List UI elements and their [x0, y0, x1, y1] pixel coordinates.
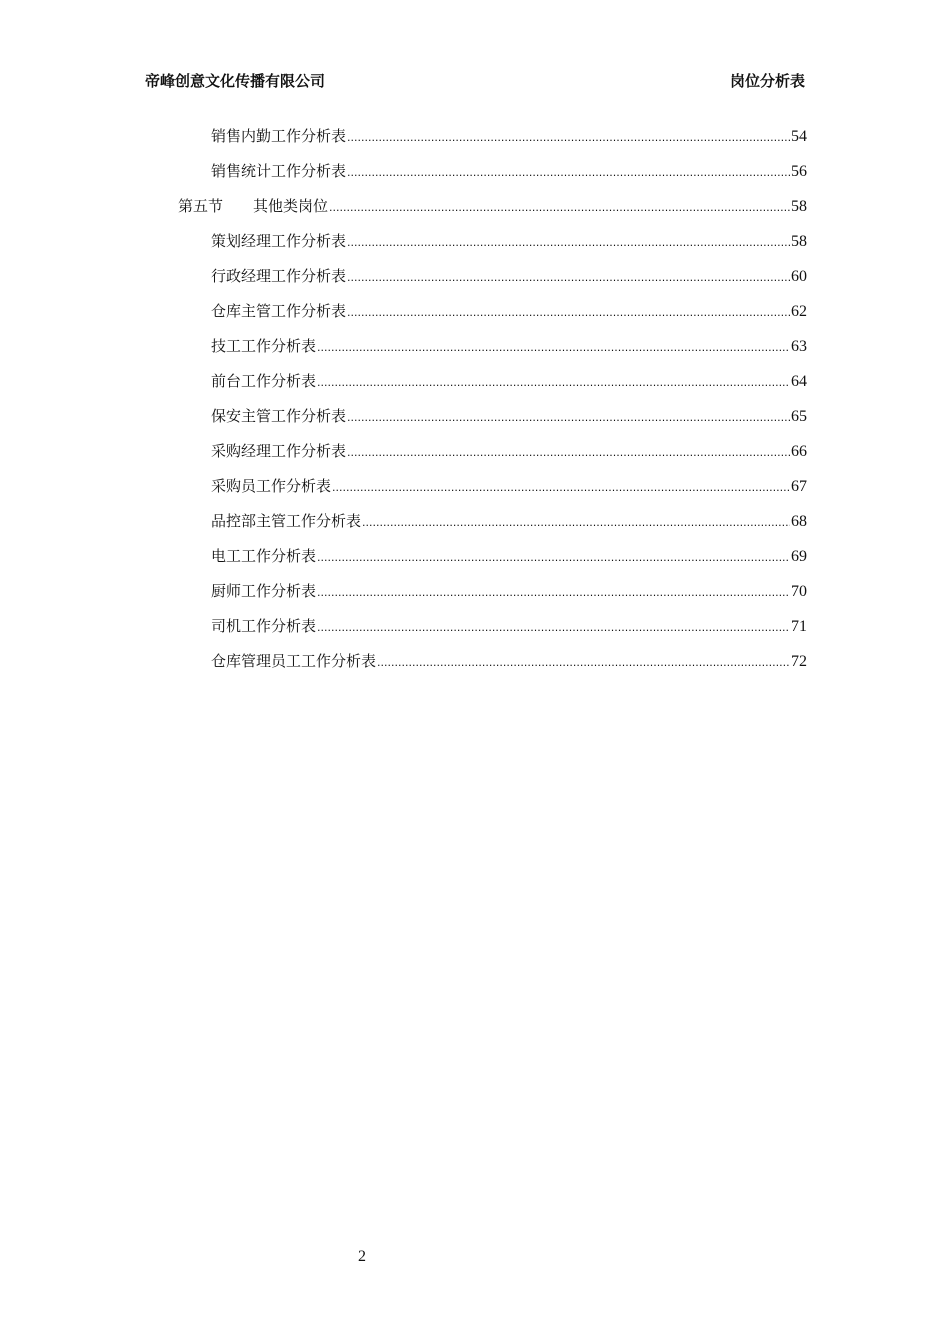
document-title: 岗位分析表 [729, 72, 805, 90]
toc-entry-label: 技工工作分析表 [211, 337, 317, 355]
company-name: 帝峰创意文化传播有限公司 [145, 72, 326, 90]
toc-leader-dots [362, 511, 790, 535]
toc-leader-dots [347, 161, 790, 185]
toc-entry-page: 63 [791, 338, 807, 355]
toc-leader-dots [347, 406, 790, 430]
toc-entry-label: 电工工作分析表 [211, 547, 317, 565]
toc-entry[interactable] [211, 579, 807, 603]
toc-entry-page: 67 [791, 478, 807, 495]
toc-leader-dots [347, 231, 790, 255]
toc-leader-dots [317, 581, 790, 605]
page-number: 2 [358, 1248, 366, 1265]
toc-entry[interactable] [211, 299, 807, 323]
toc-entry[interactable] [211, 124, 807, 148]
toc-leader-dots [347, 441, 790, 465]
toc-entry-page: 58 [791, 233, 807, 250]
toc-entry-page: 71 [791, 618, 807, 635]
toc-leader-dots [317, 371, 790, 395]
toc-entry-page: 70 [791, 583, 807, 600]
toc-section-heading [178, 194, 328, 218]
toc-entry-label: 采购员工作分析表 [211, 477, 332, 495]
toc-entry-page: 64 [791, 373, 807, 390]
page-header [145, 70, 805, 92]
toc-entry-label: 司机工作分析表 [211, 617, 317, 635]
toc-entry-label: 销售内勤工作分析表 [211, 127, 347, 145]
toc-section-entry[interactable] [178, 194, 807, 218]
toc-leader-dots [329, 196, 790, 220]
toc-entry-label: 其他类岗位 [253, 197, 329, 215]
toc-leader-dots [317, 336, 790, 360]
toc-entry[interactable] [211, 229, 807, 253]
toc-leader-dots [347, 301, 790, 325]
toc-entry-label: 销售统计工作分析表 [211, 162, 347, 180]
toc-entry[interactable] [211, 369, 807, 393]
toc-entry-label: 策划经理工作分析表 [211, 232, 347, 250]
toc-entry[interactable] [211, 264, 807, 288]
toc-leader-dots [377, 651, 790, 675]
toc-leader-dots [332, 476, 790, 500]
toc-entry-page: 56 [791, 163, 807, 180]
toc-entry[interactable] [211, 509, 807, 533]
toc-entry[interactable] [211, 544, 807, 568]
toc-entry-page: 60 [791, 268, 807, 285]
toc-section-number: 第五节 [178, 197, 224, 215]
toc-leader-dots [317, 546, 790, 570]
toc-entry-label: 厨师工作分析表 [211, 582, 317, 600]
toc-entry-label: 仓库管理员工工作分析表 [211, 652, 377, 670]
toc-entry[interactable] [211, 439, 807, 463]
toc-entry[interactable] [211, 649, 807, 673]
toc-entry-label: 保安主管工作分析表 [211, 407, 347, 425]
toc-entry-page: 65 [791, 408, 807, 425]
toc-entry-page: 58 [791, 198, 807, 215]
toc-entry[interactable] [211, 474, 807, 498]
toc-entry-page: 66 [791, 443, 807, 460]
toc-entry-page: 69 [791, 548, 807, 565]
toc-leader-dots [317, 616, 790, 640]
toc-leader-dots [347, 126, 790, 150]
toc-entry-label: 前台工作分析表 [211, 372, 317, 390]
toc-entry-page: 72 [791, 653, 807, 670]
toc-entry[interactable] [211, 614, 807, 638]
toc-entry-label: 品控部主管工作分析表 [211, 512, 362, 530]
toc-entry-label: 采购经理工作分析表 [211, 442, 347, 460]
toc-entry-page: 62 [791, 303, 807, 320]
toc-entry-page: 68 [791, 513, 807, 530]
toc-entry[interactable] [211, 159, 807, 183]
toc-entry-label: 行政经理工作分析表 [211, 267, 347, 285]
toc-entry-label: 仓库主管工作分析表 [211, 302, 347, 320]
toc-entry[interactable] [211, 404, 807, 428]
toc-entry-page: 54 [791, 128, 807, 145]
toc-entry[interactable] [211, 334, 807, 358]
toc-leader-dots [347, 266, 790, 290]
